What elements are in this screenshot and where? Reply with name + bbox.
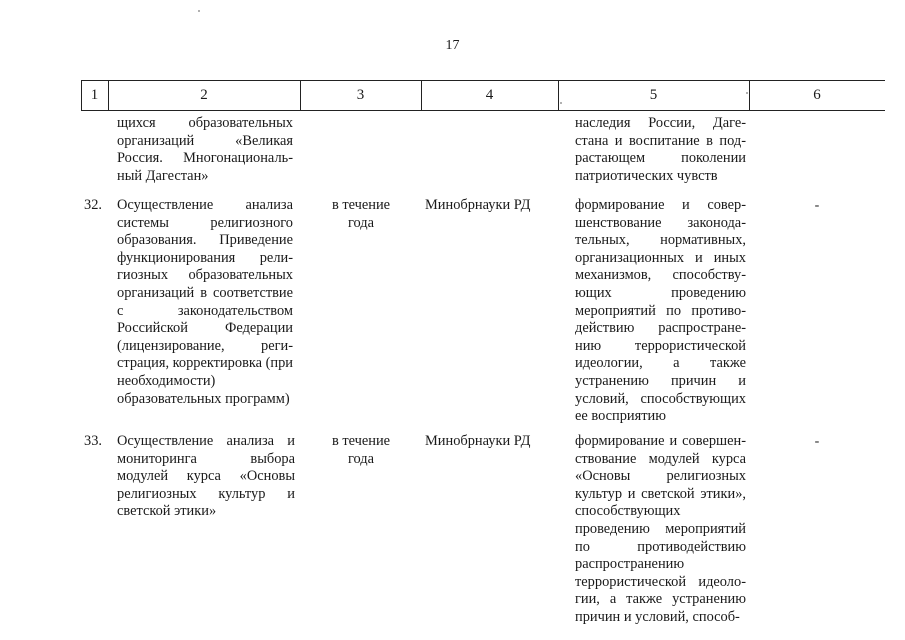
scan-speck [746, 92, 748, 94]
table-cell-activity: Осуществление анализа системы религиозного образования. Приведение функционирования религиозных образовательных организаций в соответствие с законодательством Российской Федерации (лицензирование, регистрация, корректировка (при необходимости) образовательных программ) [117, 197, 294, 407]
table-cell-term: в течение года [331, 433, 391, 467]
table-header-cell: 1 [90, 87, 99, 103]
table-header-cell: 2 [200, 87, 208, 103]
table-cell-result: формирование и совершенствование модулей курса «Основы религиозных культур и светской этики», способствующих проведению мероприятий по противодействию распространению террористической идеологии, а также устранению причин и условий, способ- [575, 433, 746, 625]
table-header-cell: 5 [649, 87, 658, 103]
scan-speck [560, 102, 562, 104]
table-cell-result-continued: наследия России, Дагестана и воспитание в подрастающем поколении патриотических чувств [575, 115, 746, 184]
table-header-cell: 3 [356, 87, 365, 103]
table-cell-term: в течение года [331, 197, 391, 231]
table-cell-result: формирование и совершенствование законодательных, нормативных, организационных и иных механизмов, способствующих проведению мероприятий по противодействию распространению террористической идеологии, а также устранению причин и условий, способствующих ее восприятию [575, 197, 746, 425]
table-cell-executor: Минобрнауки РД [425, 433, 531, 449]
table-cell-row-number: 33. [84, 433, 102, 449]
table-cell-activity-continued: щихся образовательных организаций «Великая Россия. Многонациональный Дагестан» [117, 115, 293, 184]
page-number: 17 [445, 38, 460, 53]
table-header-cell: 6 [813, 87, 821, 103]
table-cell-executor: Минобрнауки РД [425, 197, 531, 213]
table-header-cell: 4 [485, 87, 494, 103]
table-cell-col6: - [814, 198, 820, 213]
table-cell-row-number: 32. [84, 197, 102, 213]
scan-speck [198, 10, 200, 12]
table-cell-activity: Осуществление анализа и мониторинга выбора модулей курса «Основы религиозных культур и светской этики» [117, 433, 295, 520]
table-cell-col6: - [814, 434, 820, 449]
table-header-bottom-border [81, 110, 885, 111]
